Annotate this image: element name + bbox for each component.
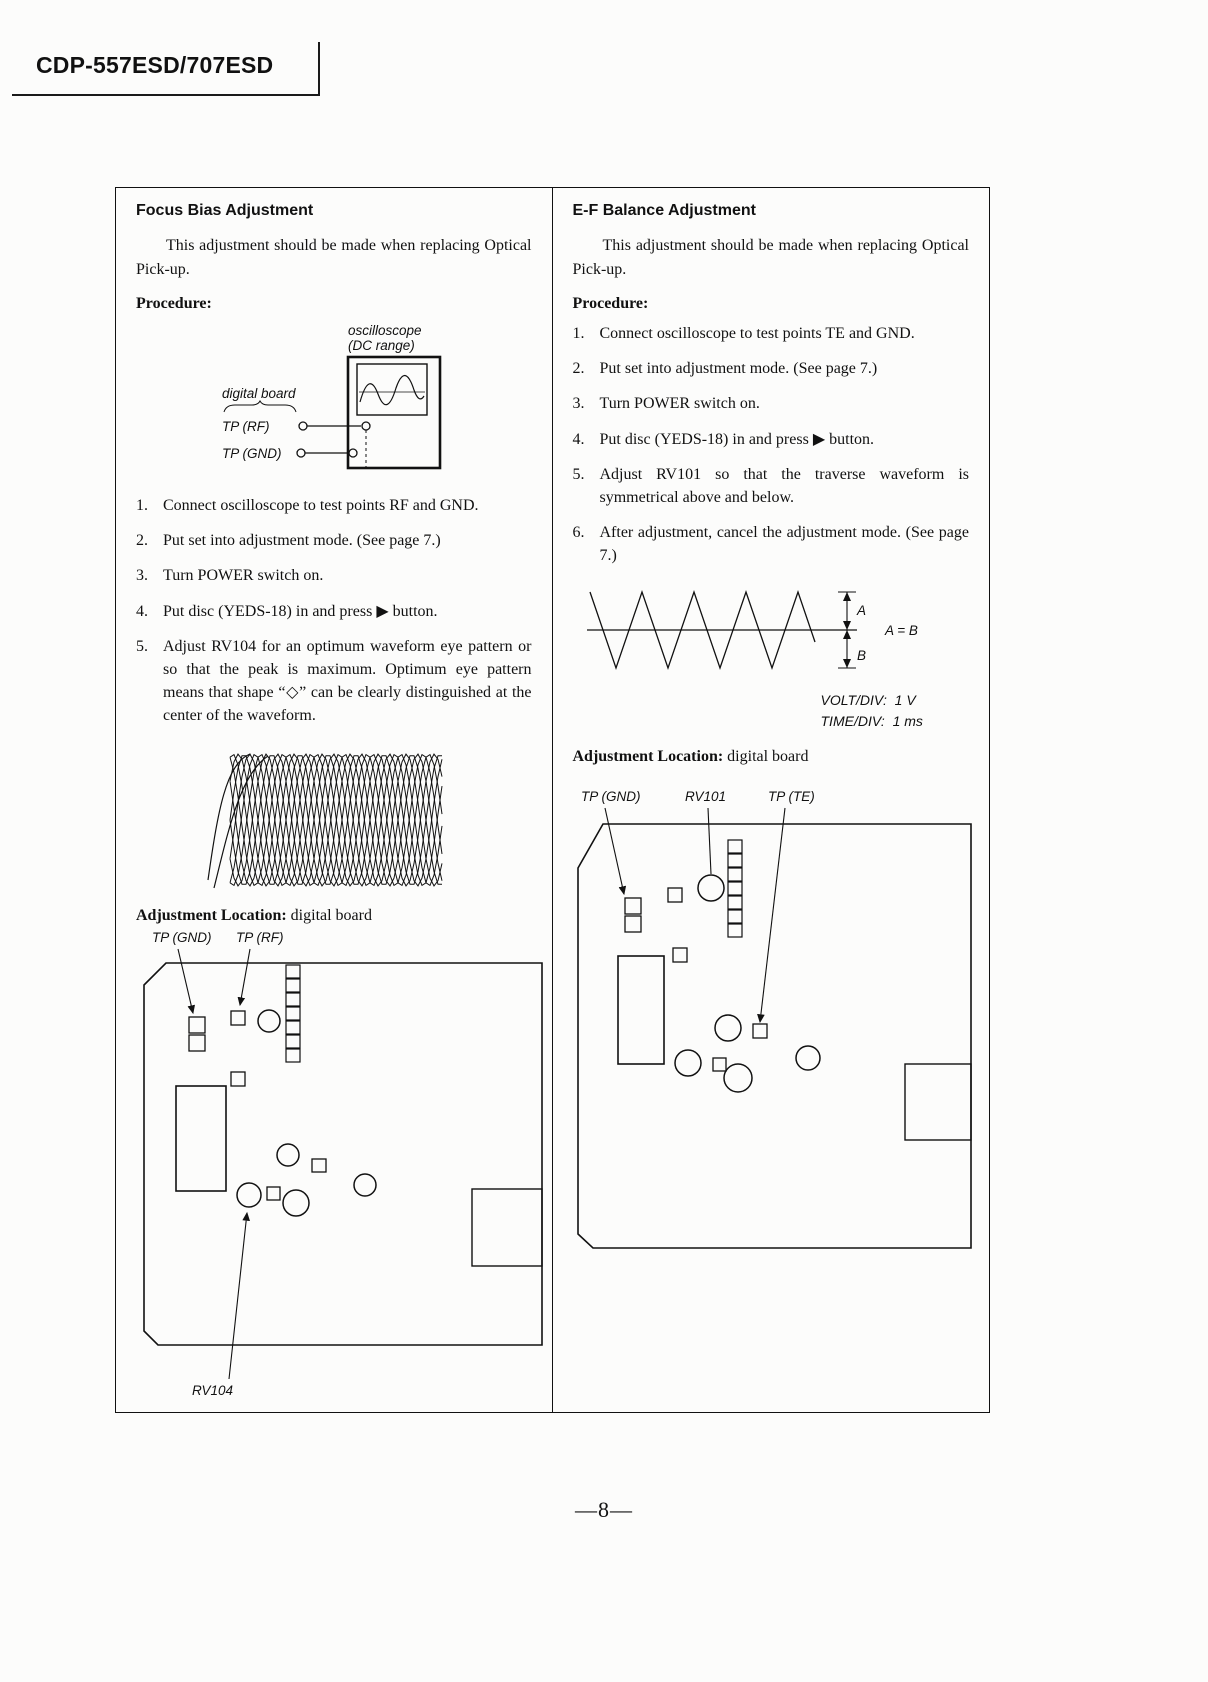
tp-gnd-pointer [178, 949, 193, 1013]
dc-range-label: (DC range) [348, 338, 415, 353]
connector-pin [728, 854, 742, 867]
arrowhead [843, 621, 851, 630]
arrowhead [843, 630, 851, 639]
adjustment-location-label: Adjustment Location: [136, 906, 287, 924]
procedure-step [136, 529, 532, 552]
arrowhead [843, 592, 851, 601]
step-number: 1. [572, 325, 585, 342]
tp-gnd-pointer-label: TP (GND) [580, 788, 640, 804]
scope-body [348, 357, 440, 468]
step-text: Put set into adjustment mode. (See page 7.) [163, 532, 441, 550]
connector-pin [286, 1049, 300, 1062]
component-round [715, 1015, 741, 1041]
connector-pin [728, 868, 742, 881]
model-title: CDP-557ESD/707ESD [36, 51, 274, 78]
eye-lead-curve [208, 754, 250, 880]
adjustment-location-value: digital board [723, 747, 809, 765]
tp-gnd-pointer [605, 808, 624, 894]
traverse-waveform-diagram [585, 580, 925, 686]
tp-te-pointer-label: TP (TE) [767, 788, 815, 804]
procedure-step [136, 600, 532, 623]
board-cutout [905, 1064, 971, 1140]
focus-bias-procedure-steps [136, 494, 532, 728]
component-pad [231, 1072, 245, 1086]
screen-waveform [360, 375, 424, 404]
step-number: 2. [572, 360, 585, 378]
procedure-label: Procedure: [572, 295, 649, 312]
tp-rf-pointer [240, 949, 250, 1005]
focus-bias-intro: This adjustment should be made when replacing Optical Pick-up. [136, 237, 532, 278]
section-title-ef-balance: E-F Balance Adjustment [572, 202, 756, 219]
step-text: Turn POWER switch on. [599, 395, 760, 413]
step-text: Adjust RV104 for an optimum waveform eye pattern or so that the peak is maximum. Optimum eye pattern means that shape “◇” can be clearly distinguished at the center of the waveform. [163, 637, 532, 725]
board-outline [578, 824, 971, 1248]
step-number: 6. [572, 524, 585, 542]
a-equals-b-label: A = B [884, 622, 918, 638]
rv104-pointer [229, 1213, 247, 1379]
scope-gnd-terminal [349, 449, 357, 457]
procedure-step [136, 635, 532, 728]
rv104-pot [237, 1183, 261, 1207]
component-pad [267, 1187, 280, 1200]
component-round [724, 1064, 752, 1092]
ef-balance-procedure-steps [573, 322, 970, 568]
tp-te-pointer [760, 808, 785, 1022]
component-round [277, 1144, 299, 1166]
tp-gnd-pad [625, 898, 641, 914]
ic-chip [618, 956, 664, 1064]
connector-pin [728, 924, 742, 937]
tp-rf-pointer-label: TP (RF) [236, 929, 284, 945]
step-number: 1. [136, 497, 148, 514]
overbrace [224, 401, 296, 412]
scope-settings [821, 690, 970, 732]
step-text: Turn POWER switch on. [163, 567, 324, 585]
step-text: Adjust RV101 so that the traverse waveform is symmetrical above and below. [599, 465, 969, 506]
component-round [283, 1190, 309, 1216]
procedure-step [136, 564, 532, 587]
board-outline [144, 963, 542, 1345]
ef-balance-column [553, 188, 990, 1412]
step-text: Put disc (YEDS-18) in and press ▶ button. [163, 602, 438, 620]
adjustment-location-line [573, 748, 970, 766]
tp-rf-terminal [299, 422, 307, 430]
component-round [258, 1010, 280, 1032]
procedure-step [573, 428, 970, 451]
tp-gnd-terminal [297, 449, 305, 457]
connector-pin [286, 1021, 300, 1034]
component-round [796, 1046, 820, 1070]
component-pad [189, 1017, 205, 1033]
step-number: 4. [136, 602, 148, 620]
rv104-label: RV104 [192, 1382, 234, 1398]
focus-bias-column [116, 188, 553, 1412]
step-number: 5. [572, 465, 585, 483]
rv101-pointer [708, 808, 711, 874]
ic-chip [176, 1086, 226, 1191]
component-pad [673, 948, 687, 962]
connector-pin [728, 896, 742, 909]
digital-board-layout-focus [136, 929, 546, 1401]
digital-board-label: digital board [222, 386, 296, 401]
step-text: Connect oscilloscope to test points RF and GND. [163, 497, 479, 514]
component-pad [668, 888, 682, 902]
adjustment-location-label: Adjustment Location: [572, 747, 724, 765]
ef-balance-intro: This adjustment should be made when replacing Optical Pick-up. [572, 237, 969, 278]
component-pad [231, 1011, 245, 1025]
time-div-label: TIME/DIV: 1 ms [820, 712, 923, 729]
section-title-focus-bias: Focus Bias Adjustment [136, 202, 314, 219]
connector-pin [286, 993, 300, 1006]
step-number: 4. [572, 430, 585, 448]
eye-pattern-diagram [206, 740, 446, 895]
rv101-pot [698, 875, 724, 901]
procedure-step [136, 494, 532, 517]
connector-pin [728, 840, 742, 853]
tp-rf-label: TP (RF) [222, 419, 270, 434]
procedure-step [573, 392, 970, 415]
component-pad [189, 1035, 205, 1051]
connector-pin [286, 965, 300, 978]
step-number: 3. [136, 567, 148, 585]
tp-gnd-pointer-label: TP (GND) [152, 929, 212, 945]
content-frame [115, 187, 990, 1413]
tp-gnd-label: TP (GND) [222, 446, 282, 461]
dim-b-label: B [856, 647, 866, 663]
step-number: 5. [136, 637, 148, 655]
dim-a-label: A [856, 602, 866, 618]
volt-div-label: VOLT/DIV: 1 V [820, 691, 916, 708]
component-pad [713, 1058, 726, 1071]
scope-rf-terminal [362, 422, 370, 430]
connector-pin [728, 882, 742, 895]
component-pad [312, 1159, 326, 1172]
oscilloscope-label: oscilloscope [348, 323, 422, 338]
connector-pin [286, 1007, 300, 1020]
model-header [12, 42, 320, 96]
component-pad [625, 916, 641, 932]
oscilloscope-hookup-diagram [220, 322, 540, 482]
eye-pattern-curves [230, 754, 442, 886]
arrowhead [843, 659, 851, 668]
procedure-step [573, 521, 970, 567]
step-text: After adjustment, cancel the adjustment mode. (See page 7.) [599, 524, 969, 565]
connector-pin [286, 979, 300, 992]
procedure-step [573, 357, 970, 380]
connector-pin [728, 910, 742, 923]
step-number: 2. [136, 532, 148, 550]
page-number: —8— [575, 1497, 633, 1522]
connector-pin [286, 1035, 300, 1048]
tp-te-pad [753, 1024, 767, 1038]
adjustment-location-line [136, 907, 532, 925]
board-cutout [472, 1189, 542, 1266]
step-text: Put disc (YEDS-18) in and press ▶ button. [599, 430, 875, 448]
rv101-pointer-label: RV101 [684, 788, 726, 804]
procedure-step [573, 322, 970, 345]
component-round [354, 1174, 376, 1196]
procedure-step [573, 463, 970, 509]
step-number: 3. [572, 395, 585, 413]
procedure-label: Procedure: [136, 295, 212, 312]
step-text: Connect oscilloscope to test points TE and GND. [599, 325, 915, 342]
scope-screen [357, 364, 427, 415]
step-text: Put set into adjustment mode. (See page 7.) [599, 360, 878, 378]
digital-board-layout-ef [573, 788, 985, 1260]
adjustment-location-value: digital board [286, 906, 372, 924]
component-round [675, 1050, 701, 1076]
